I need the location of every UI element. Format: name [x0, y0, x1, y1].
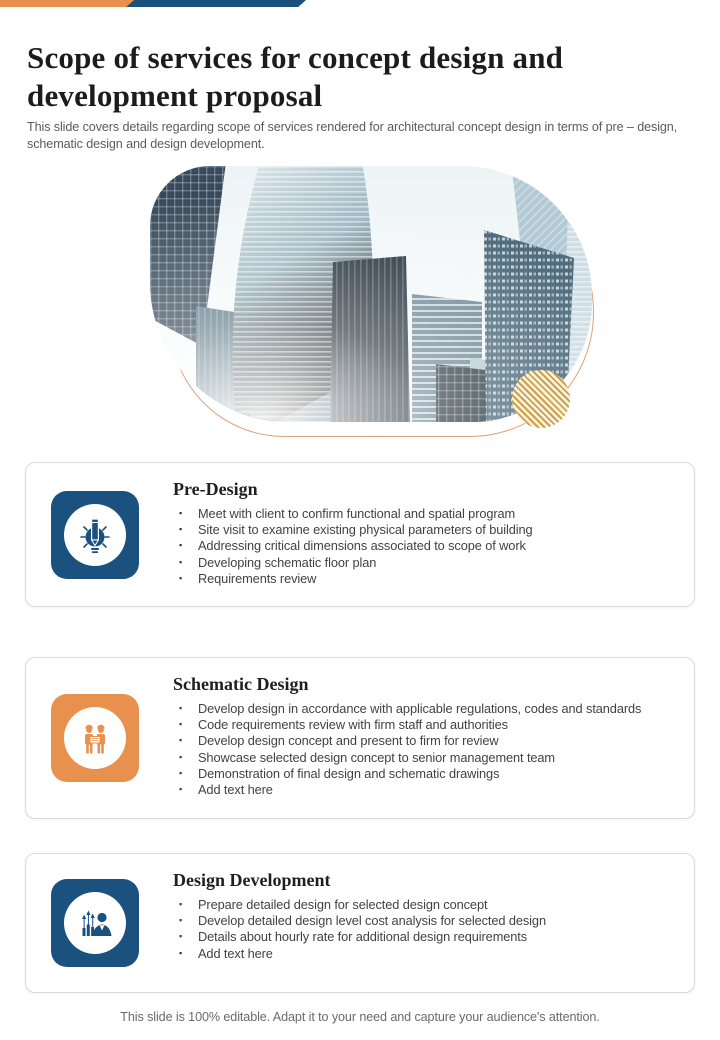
bullet-item: ▪ Meet with client to confirm functional and spatial program — [173, 506, 678, 522]
bullet-list — [173, 506, 678, 587]
bullet-item: ▪ Add text here — [173, 782, 678, 798]
section-card-pre-design — [25, 462, 695, 607]
footer-note: This slide is 100% editable. Adapt it to your need and capture your audience's attention. — [120, 1010, 600, 1024]
header-accent-bar-blue — [114, 0, 306, 7]
bullet-item: ▪ Showcase selected design concept to senior management team — [173, 750, 678, 766]
bullet-item: ▪ Prepare detailed design for selected design concept — [173, 897, 678, 913]
bullet-list — [173, 897, 678, 962]
section-card-schematic-design — [25, 657, 695, 819]
bullet-item: ▪ Details about hourly rate for additional design requirements — [173, 929, 678, 945]
design-development-icon-tile — [51, 879, 139, 967]
bullet-item: ▪ Addressing critical dimensions associated to scope of work — [173, 538, 678, 554]
bullet-item: ▪ Add text here — [173, 946, 678, 962]
bullet-item: ▪ Code requirements review with firm staff and authorities — [173, 717, 678, 733]
idea-pencil-bulb-icon — [64, 504, 126, 566]
construction-workers-blueprint-icon — [64, 707, 126, 769]
page-title: Scope of services for concept design and development proposal — [27, 39, 564, 113]
bullet-item: ▪ Requirements review — [173, 571, 678, 587]
page-subtitle: This slide covers details regarding scope of services rendered for architectural concept design in terms of pre – design, schematic design and design development. — [27, 119, 678, 151]
bullet-item: ▪ Developing schematic floor plan — [173, 555, 678, 571]
hatched-circle-decoration — [512, 370, 570, 428]
businessman-growth-arrows-icon — [64, 892, 126, 954]
section-card-design-development — [25, 853, 695, 993]
section-title: Schematic Design — [173, 674, 309, 694]
bullet-item: ▪ Develop design concept and present to firm for review — [173, 733, 678, 749]
bullet-item: ▪ Site visit to examine existing physical parameters of building — [173, 522, 678, 538]
pre-design-icon-tile — [51, 491, 139, 579]
bullet-item: ▪ Demonstration of final design and schematic drawings — [173, 766, 678, 782]
bullet-item: ▪ Develop design in accordance with applicable regulations, codes and standards — [173, 701, 678, 717]
section-title: Design Development — [173, 870, 331, 890]
schematic-design-icon-tile — [51, 694, 139, 782]
bullet-list — [173, 701, 678, 798]
section-title: Pre-Design — [173, 479, 258, 499]
bullet-item: ▪ Develop detailed design level cost analysis for selected design — [173, 913, 678, 929]
header-accent-bar-orange — [0, 0, 134, 7]
